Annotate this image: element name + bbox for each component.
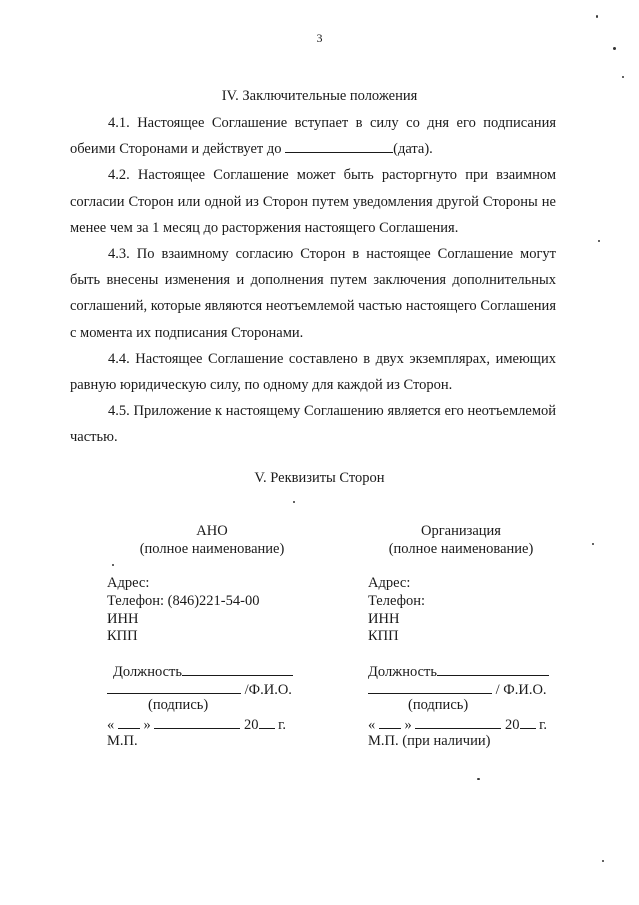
left-phone: Телефон: (846)221-54-00 bbox=[107, 592, 260, 609]
right-quote-open: « bbox=[368, 717, 376, 733]
paragraph-4-1-end: (дата). bbox=[393, 141, 433, 158]
right-signature-blank bbox=[368, 680, 492, 694]
right-party-block bbox=[368, 523, 554, 559]
scan-speck bbox=[596, 15, 598, 18]
left-address-label: Адрес: bbox=[107, 575, 150, 591]
right-position-label: Должность bbox=[368, 664, 437, 680]
left-fio-label: /Ф.И.О. bbox=[244, 682, 292, 698]
right-signature-caption: (подпись) bbox=[408, 697, 469, 713]
right-stamp: М.П. (при наличии) bbox=[368, 733, 491, 749]
scan-speck bbox=[592, 543, 594, 545]
left-date-line bbox=[107, 715, 286, 734]
left-position-label: Должность bbox=[113, 664, 182, 680]
section-4-heading: IV. Заключительные положения bbox=[221, 88, 418, 104]
scan-speck bbox=[622, 76, 624, 78]
left-month-blank bbox=[154, 715, 240, 729]
right-party-name: Организация bbox=[421, 523, 501, 539]
date-blank bbox=[285, 138, 393, 153]
right-position-blank bbox=[437, 662, 549, 676]
right-party-subtitle: (полное наименование) bbox=[388, 540, 534, 557]
left-party-details bbox=[107, 575, 327, 646]
right-fio-label: / Ф.И.О. bbox=[495, 682, 547, 698]
left-party-subtitle: (полное наименование) bbox=[139, 540, 285, 557]
left-party-block bbox=[107, 523, 317, 559]
right-year-suffix: г. bbox=[539, 717, 548, 733]
left-day-blank bbox=[118, 715, 140, 729]
left-kpp-label: КПП bbox=[107, 628, 138, 645]
page-number: 3 bbox=[316, 31, 323, 45]
right-year-prefix: 20 bbox=[505, 717, 520, 733]
section-5-heading: V. Реквизиты Сторон bbox=[254, 470, 385, 486]
left-quote-open: « bbox=[107, 717, 115, 733]
paragraph-4-5: 4.5. Приложение к настоящему Соглашению является его неотъемлемой частью. bbox=[70, 403, 556, 446]
right-inn-label: ИНН bbox=[368, 610, 400, 627]
right-party-details bbox=[368, 575, 554, 646]
right-address-label: Адрес: bbox=[368, 575, 411, 591]
scan-speck bbox=[112, 564, 114, 566]
paragraph-4-3: 4.3. По взаимному согласию Сторон в настоящее Соглашение могут быть внесены изменения и дополнения путем заключения дополнительных соглашений, которые являются неотъемлемой частью настоящего Соглашения с момента их подписания Сторонами. bbox=[70, 246, 556, 341]
right-position-line bbox=[368, 662, 549, 681]
right-phone-label: Телефон: bbox=[368, 592, 426, 609]
left-quote-close: » bbox=[143, 717, 151, 733]
left-inn-label: ИНН bbox=[107, 610, 139, 627]
scan-speck bbox=[477, 778, 480, 780]
right-quote-close: » bbox=[404, 717, 412, 733]
paragraph-4-1-text: 4.1. Настоящее Соглашение вступает в силу со дня его подписания обеими Сторонами и действует до bbox=[70, 115, 556, 158]
scan-speck bbox=[598, 240, 600, 242]
right-month-blank bbox=[415, 715, 501, 729]
left-year-blank bbox=[259, 715, 275, 729]
scan-speck bbox=[293, 501, 295, 503]
right-year-blank bbox=[520, 715, 536, 729]
left-year-prefix: 20 bbox=[244, 717, 259, 733]
paragraph-4-4: 4.4. Настоящее Соглашение составлено в двух экземплярах, имеющих равную юридическую силу, по одному для каждой из Сторон. bbox=[70, 350, 556, 394]
paragraph-4-1 bbox=[70, 110, 556, 162]
left-signature-blank bbox=[107, 680, 241, 694]
paragraph-4-2: 4.2. Настоящее Соглашение может быть расторгнуто при взаимном согласии Сторон или одной из Сторон путем уведомления другой Стороны не менее чем за 1 месяц до расторжения настоящего Соглашения. bbox=[70, 167, 556, 236]
scan-speck bbox=[602, 860, 604, 862]
left-signature-caption: (подпись) bbox=[148, 697, 209, 713]
left-party-name: АНО bbox=[196, 523, 228, 539]
left-year-suffix: г. bbox=[278, 717, 287, 733]
right-date-line bbox=[368, 715, 547, 734]
left-position-line bbox=[113, 662, 293, 681]
left-stamp: М.П. bbox=[107, 733, 138, 749]
right-kpp-label: КПП bbox=[368, 628, 399, 645]
section-4-body bbox=[70, 110, 556, 451]
right-day-blank bbox=[379, 715, 401, 729]
scan-speck bbox=[613, 47, 616, 50]
left-position-blank bbox=[182, 662, 293, 676]
